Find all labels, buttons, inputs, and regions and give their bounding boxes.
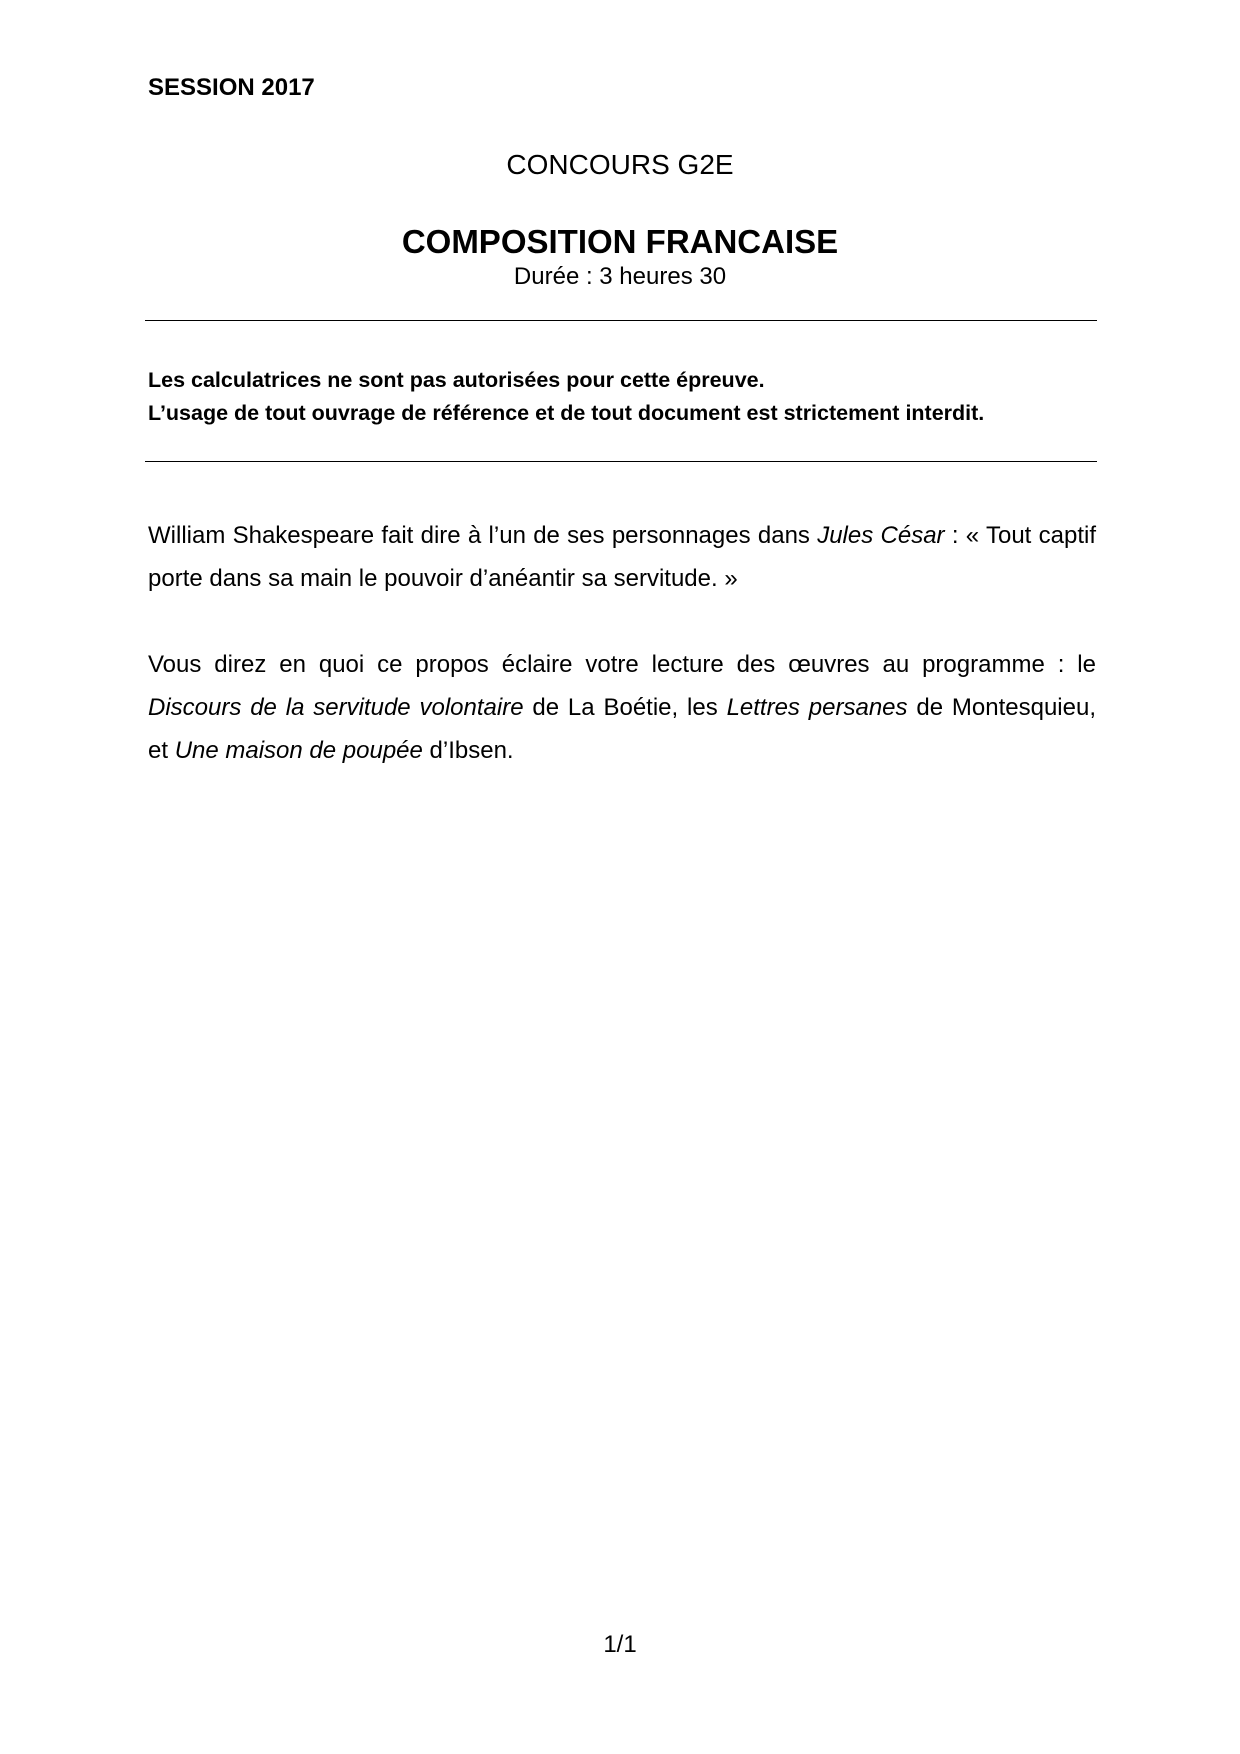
calculator-rule: Les calculatrices ne sont pas autorisées pour cette épreuve. (148, 368, 765, 392)
page-number: 1/1 (603, 1631, 637, 1658)
work-title-jules-cesar: Jules César (817, 522, 945, 549)
quote-intro-text: William Shakespeare fait dire à l’un de ses personnages dans (148, 522, 818, 549)
page-title: COMPOSITION FRANCAISE (401, 223, 839, 260)
author-montesquieu-text: de Montesquieu, et (148, 694, 1096, 764)
bottom-divider (145, 461, 1097, 462)
quote-text: : « Tout captif porte dans sa main le pouvoir d’anéantir sa servitude. » (148, 522, 1096, 592)
work-title-discours: Discours de la servitude volontaire (148, 694, 524, 721)
author-la-boetie-text: de La Boétie, les (523, 694, 727, 721)
work-title-lettres-persanes: Lettres persanes (726, 694, 908, 721)
top-divider (145, 320, 1097, 321)
contest-name: CONCOURS G2E (506, 149, 734, 180)
instruction-intro-text: Vous direz en quoi ce propos éclaire votre lecture des œuvres au programme : le (148, 651, 1096, 678)
documents-rule: L’usage de tout ouvrage de référence et de tout document est strictement interdit. (148, 401, 985, 425)
subject-quote-paragraph (148, 514, 1096, 600)
work-title-maison-de-poupee: Une maison de poupée (174, 737, 423, 764)
session-label: SESSION 2017 (148, 74, 315, 101)
duration-label: Durée : 3 heures 30 (513, 263, 727, 290)
exam-instructions (148, 364, 1098, 430)
subject-instruction-paragraph (148, 643, 1096, 772)
author-ibsen-text: d’Ibsen. (422, 737, 514, 764)
